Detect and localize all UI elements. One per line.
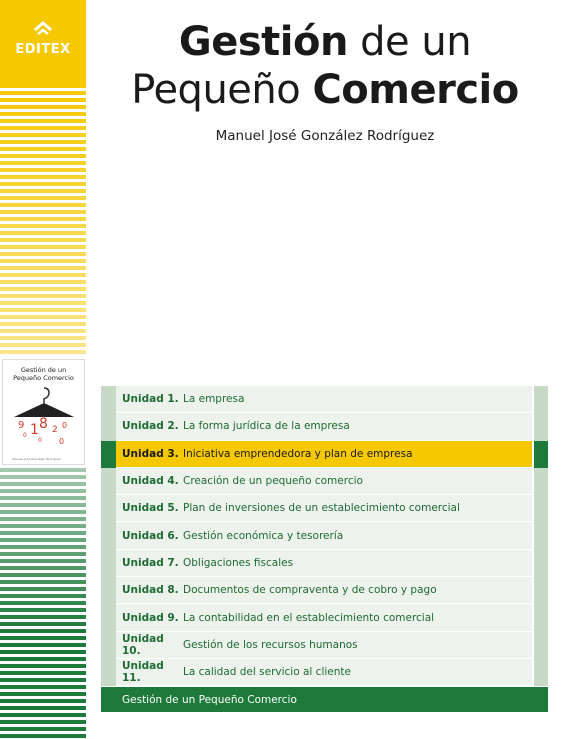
row-tab bbox=[534, 550, 548, 577]
row-tab bbox=[534, 632, 548, 659]
unit-text: Iniciativa emprendedora y plan de empresa bbox=[183, 447, 413, 460]
unit-row-7[interactable] bbox=[101, 550, 548, 577]
unit-label: Unidad 7. bbox=[122, 556, 179, 569]
unit-cell bbox=[116, 604, 532, 631]
thumbnail-author: Manuel José González Rodríguez bbox=[12, 457, 61, 461]
editex-logo bbox=[6, 20, 80, 57]
row-tab bbox=[101, 604, 116, 631]
unit-row-2[interactable] bbox=[101, 413, 548, 440]
unit-text: La empresa bbox=[183, 393, 245, 406]
row-tab bbox=[101, 441, 116, 468]
unit-cell bbox=[116, 386, 532, 413]
thumbnail-title-line2: Pequeño Comercio bbox=[13, 374, 74, 382]
unit-label: Unidad 4. bbox=[122, 475, 179, 488]
unit-row-5[interactable] bbox=[101, 495, 548, 522]
svg-text:0: 0 bbox=[37, 437, 42, 444]
yellow-stripes bbox=[0, 84, 86, 356]
row-tab bbox=[534, 441, 548, 468]
svg-text:1: 1 bbox=[29, 422, 39, 438]
unit-label: Unidad 6. bbox=[122, 529, 179, 542]
book-footer-bar: Gestión de un Pequeño Comercio bbox=[101, 687, 548, 712]
unit-row-6[interactable] bbox=[101, 522, 548, 549]
svg-text:2: 2 bbox=[51, 425, 58, 435]
unit-text: La forma jurídica de la empresa bbox=[183, 420, 350, 433]
svg-text:0: 0 bbox=[61, 421, 67, 430]
row-tab bbox=[101, 659, 116, 686]
row-tab bbox=[101, 386, 116, 413]
unit-label: Unidad 8. bbox=[122, 584, 179, 597]
row-tab bbox=[101, 468, 116, 495]
title-line-1 bbox=[100, 18, 550, 66]
units-table bbox=[101, 386, 548, 712]
row-tab bbox=[101, 522, 116, 549]
logo-text: EDITEX bbox=[15, 42, 71, 57]
unit-row-4[interactable] bbox=[101, 468, 548, 495]
unit-cell bbox=[116, 413, 532, 440]
unit-text: Gestión de los recursos humanos bbox=[183, 638, 358, 651]
row-tab bbox=[534, 577, 548, 604]
unit-cell bbox=[116, 495, 532, 522]
title-part: Comercio bbox=[312, 67, 519, 113]
thumbnail-title bbox=[3, 366, 84, 382]
row-tab bbox=[534, 386, 548, 413]
unit-row-3[interactable] bbox=[101, 441, 548, 468]
unit-cell bbox=[116, 441, 532, 468]
unit-label: Unidad 2. bbox=[122, 420, 179, 433]
title-part: Gestión bbox=[178, 19, 348, 65]
hanger-illustration-icon bbox=[12, 384, 76, 448]
editex-logo-icon bbox=[32, 20, 54, 36]
row-tab bbox=[534, 659, 548, 686]
row-tab bbox=[101, 550, 116, 577]
unit-cell bbox=[116, 522, 532, 549]
row-tab bbox=[534, 413, 548, 440]
svg-text:8: 8 bbox=[38, 416, 48, 432]
unit-row-10[interactable] bbox=[101, 632, 548, 659]
title-part: de un bbox=[347, 19, 472, 65]
unit-row-9[interactable] bbox=[101, 604, 548, 631]
unit-label: Unidad 5. bbox=[122, 502, 179, 515]
unit-cell bbox=[116, 659, 532, 686]
unit-text: Creación de un pequeño comercio bbox=[183, 475, 363, 488]
unit-label: Unidad 11. bbox=[122, 660, 164, 685]
unit-label: Unidad 1. bbox=[122, 393, 179, 406]
unit-label: Unidad 9. bbox=[122, 611, 179, 624]
green-stripes bbox=[0, 468, 86, 739]
unit-text: Obligaciones fiscales bbox=[183, 556, 294, 569]
title-part: Pequeño bbox=[131, 67, 313, 113]
row-tab bbox=[534, 604, 548, 631]
cover-thumbnail[interactable] bbox=[2, 359, 85, 465]
unit-text: Documentos de compraventa y de cobro y pago bbox=[183, 584, 437, 597]
row-tab bbox=[101, 413, 116, 440]
unit-cell bbox=[116, 577, 532, 604]
unit-label: Unidad 10. bbox=[122, 632, 164, 657]
book-author: Manuel José González Rodríguez bbox=[215, 128, 435, 144]
svg-text:9: 9 bbox=[17, 420, 24, 431]
svg-text:0: 0 bbox=[22, 432, 27, 439]
unit-text: Gestión económica y tesorería bbox=[183, 529, 344, 542]
unit-cell bbox=[116, 468, 532, 495]
unit-text: La calidad del servicio al cliente bbox=[183, 666, 351, 679]
title-line-2 bbox=[100, 66, 550, 114]
unit-cell bbox=[116, 550, 532, 577]
unit-row-11[interactable] bbox=[101, 659, 548, 686]
row-tab bbox=[101, 495, 116, 522]
row-tab bbox=[534, 522, 548, 549]
unit-text: Plan de inversiones de un establecimiento comercial bbox=[183, 502, 460, 515]
row-tab bbox=[101, 577, 116, 604]
unit-row-1[interactable] bbox=[101, 386, 548, 413]
book-title bbox=[100, 18, 550, 114]
row-tab bbox=[534, 468, 548, 495]
svg-text:0: 0 bbox=[58, 437, 64, 446]
unit-label: Unidad 3. bbox=[122, 447, 179, 460]
unit-cell bbox=[116, 632, 532, 659]
row-tab bbox=[101, 632, 116, 659]
thumbnail-title-line1: Gestión de un bbox=[20, 366, 67, 374]
unit-text: La contabilidad en el establecimiento comercial bbox=[183, 611, 435, 624]
row-tab bbox=[534, 495, 548, 522]
unit-row-8[interactable] bbox=[101, 577, 548, 604]
